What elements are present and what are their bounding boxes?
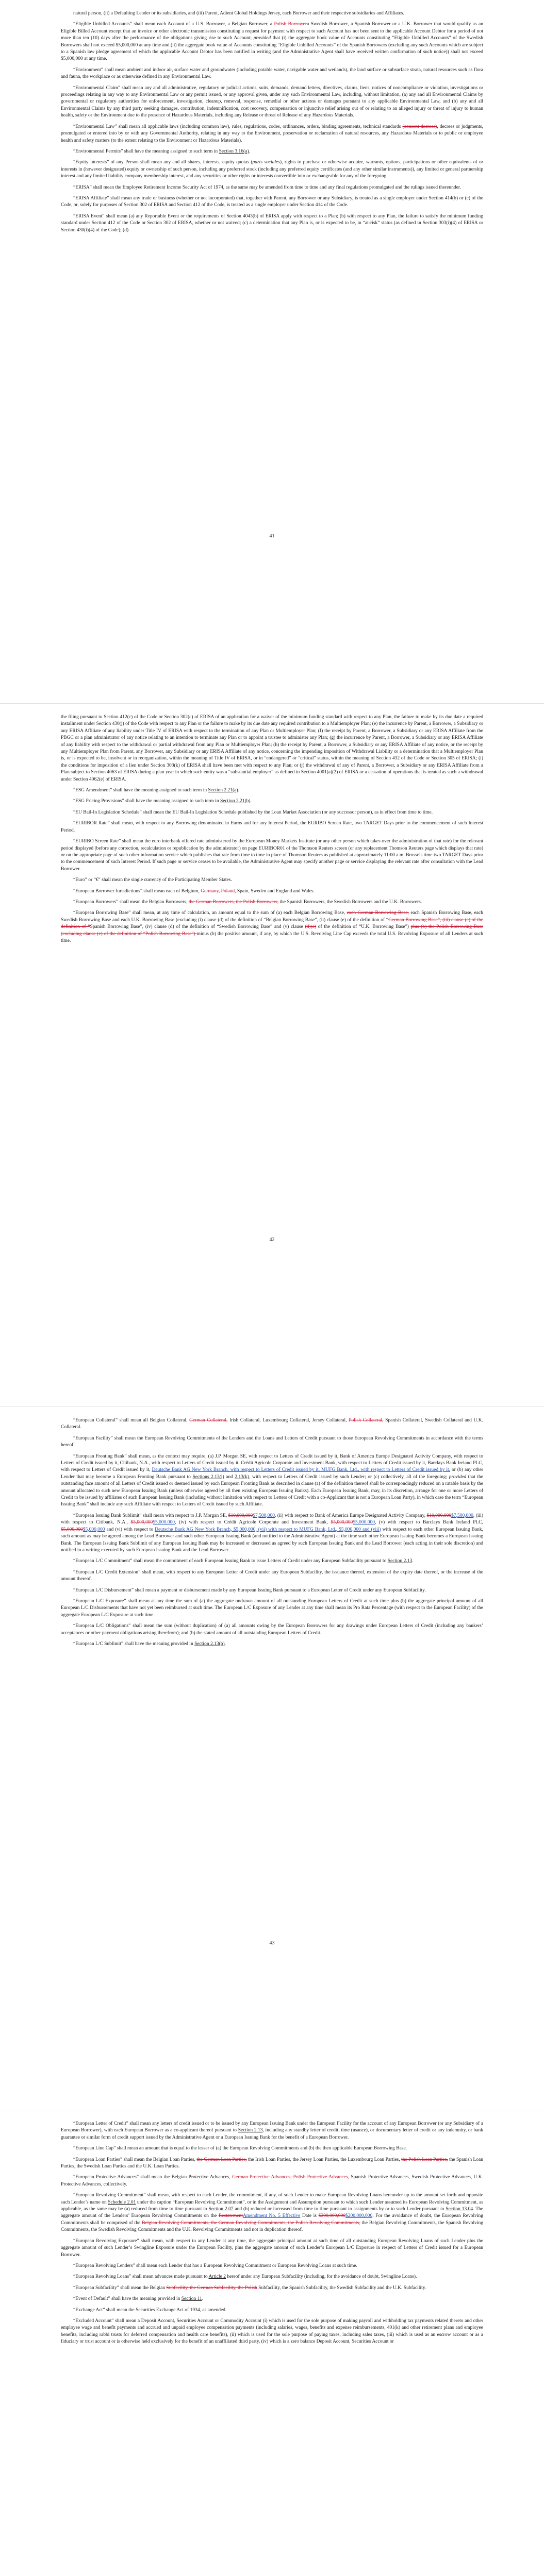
paragraph-text: , (ii) with respect to Bank of America Europe Designated Activity Company, [274,1513,427,1518]
definition-paragraph [61,2238,483,2259]
paragraph-text: “Environment” shall mean ambient and indoor air, surface water and groundwater (including potable water, navigable water and wetlands), the land surface or subsurface strata, natural resources such as flora and fauna, the workplace or as otherwise defined in any Environmental Law. [61,67,483,80]
definition-paragraph [61,2296,483,2302]
inserted-text: $5,000,000 [153,1520,175,1526]
deleted-text: the German Borrowers, the Polish Borrowers, [188,899,279,905]
definition-paragraph [61,85,483,120]
paragraph-text: “EU Bail-In Legislation Schedule” shall mean the EU Bail-In Legislation Schedule published by the Loan Market Association (or any successor person), as in effect from time to time. [73,809,433,815]
document-page-43 [0,1406,544,2110]
inserted-text: Deutsche Bank AG New York Branch, with respect to Letters of Credit issued by it, MUFG Bank, Ltd., with respect to Letters of Credit issued by it, [152,1467,451,1473]
paragraph-text: and [224,1474,235,1480]
deleted-text: Belgian Revolving Commitments, the German Revolving Commitments, the Polish Revolving Commitments, [142,2220,360,2226]
definition-paragraph [61,2174,483,2188]
definition-paragraph [61,1558,483,1565]
section-reference: Schedule 2.01 [108,2199,136,2205]
definition-paragraph [61,888,483,895]
paragraph-text: “European Facility” shall mean the European Revolving Commitments of the Lenders and the Loans and Letters of Credit pursuant to those European Revolving Commitments in accordance with the terms hereof. [61,1435,483,1448]
paragraph-text: . [412,1558,414,1564]
definition-paragraph [61,714,483,783]
definition-paragraph [61,910,483,944]
document-page-42 [0,703,544,1406]
inserted-text: $5,000,000 [83,1527,105,1532]
definition-paragraph [61,1435,483,1449]
paragraph-text: or (b) any other Lender that may become a European Fronting Bank pursuant to [61,1467,483,1480]
paragraph-text: each Spanish Borrowing Base, each Swedish Borrowing Base and each U.K. Borrowing Base (excluding (i) clause (d) of the definition of “Belgian Borrowing Base”, (ii) clause (e) of the definition of “ [61,910,483,923]
paragraph-text: “European Letter of Credit” shall mean any letters of credit issued or to be issued by any European Issuing Bank under the European Facility for the account of any European Borrower (or any Subsidiary of a European Borrower), with each European Borrower as a co-applicant thereof pursuant to [61,2121,483,2133]
emphasized-text: provided [253,36,271,41]
definition-paragraph [61,10,483,17]
definition-paragraph [61,2263,483,2269]
inserted-text: Deutsche Bank AG New York Branch, $5,000,000, (vii) with respect to MUFG Bank, Ltd., $5,000,000 and (viii) [155,1527,381,1532]
paragraph-text: of the definition of “U.K. Borrowing Base”) [316,924,411,930]
emphasized-text: provided [449,1474,467,1480]
paragraph-text: “European Line Cap” shall mean an amount that is equal to the lesser of (a) the European Revolving Commitments and (b) the then applicable European Borrowing Base. [73,2146,407,2151]
paragraph-text: . [238,788,239,793]
paragraph-text: Irish Collateral, Luxembourg Collateral, Jersey Collateral, [227,1418,349,1423]
definition-paragraph [61,2157,483,2171]
deleted-text: $300,000,000 [318,2213,345,2219]
definition-paragraph [61,877,483,884]
definition-paragraph [61,2145,483,2152]
deleted-text: $10,000,000 [228,1513,253,1518]
paragraph-text: “European Revolving Exposure” shall mean, with respect to any Lender at any time, the aggregate principal amount at such time of all outstanding European Revolving Loans of such Lender plus the aggregate amount of such Lender’s Swingline Exposure under the European Facility, plus the aggregate amount of such Lender’s European L/C Exposure in respect of Letters of Credit issued for a European Borrower. [61,2238,483,2258]
definition-paragraph [61,67,483,81]
paragraph-text: and (b) reduced or increased from time to time pursuant to assignments by or to such Lender pursuant to [233,2207,446,2212]
deleted-text: (d)(e) [305,924,317,930]
deleted-text: German Collateral, [189,1418,228,1423]
document-page-44 [0,2110,544,2576]
paragraph-text: “EURIBOR Rate” shall mean, with respect to any Borrowing denominated in Euros and for any Interest Period, the EURIBO Screen Rate, two TARGET Days prior to the commencement of such Interest Period. [61,821,483,833]
page-text [61,1417,483,1648]
paragraph-text: “Event of Default” shall have the meaning provided in [73,2296,182,2302]
paragraph-text: natural person, (ii) a Defaulting Lender or its subsidiaries, and (iii) Parent, Adient Global Holdings Jersey, each Borrower and their respective subsidiaries and Affiliates. [73,11,404,16]
definition-paragraph [61,787,483,794]
paragraph-text: “European Revolving Lenders” shall mean each Lender that has a European Revolving Commitment or European Revolving Loans at such time. [73,2263,357,2268]
paragraph-text: “Equity Interests” of any Person shall mean any and all shares, interests, equity quotas ( [73,160,253,165]
paragraph-text: , decrees or judgments, promulgated or entered into by or with any Governmental Authority, relating in any way to the Environment, preservation or reclamation of natural resources, any Hazardous Materials or to public or employee health and safety matters (to the extent relating to the Environment or Hazardous Materials). [61,124,484,143]
definition-paragraph [61,148,483,155]
deleted-text: Germany, Poland, [201,888,236,894]
paragraph-text: the Spanish Loan Parties, the Swedish Loan Parties and the U.K. Loan Parties. [61,2157,484,2170]
paragraph-text: minus (b) the positive amount, if any, by which the U.S. Revolving Line Cap exceeds the total U.S. Revolving Exposure of all Lenders at such time. [61,931,484,943]
deleted-text: plus (b) the Polish Borrowing Base (excluding clause (e) of the definition of “Polish Borrowing Base”) [61,924,484,937]
section-reference: 2.13(k) [235,1474,250,1480]
paragraph-text: “Exchange Act” shall mean the Securities Exchange Act of 1934, as amended. [73,2307,227,2313]
definition-paragraph [61,2121,483,2141]
paragraph-text: . [249,148,250,154]
page-text [61,714,483,944]
section-reference: Section 2.07 [208,2207,234,2212]
section-reference: Article 2 [208,2274,226,2280]
deleted-text: Polish Borrower [274,22,307,27]
definition-paragraph [61,1569,483,1583]
deleted-text: Restatement [218,2213,243,2219]
deleted-text: German Protective Advances, Polish Protective Advances, [232,2175,349,2180]
paragraph-text: “European L/C Disbursement” shall mean a payment or disbursement made by any European Issuing Bank pursuant to a European Letter of Credit under any European Subfacility. [73,1587,426,1593]
section-reference: Sections 2.13(i) [192,1474,224,1480]
definition-paragraph [61,124,483,144]
definition-paragraph [61,1623,483,1637]
deleted-text: German Borrowing Base”, (iii) clause (e) of the definition of “ [61,917,483,930]
definition-paragraph [61,195,483,209]
deleted-text: Polish Collateral, [349,1418,384,1423]
definition-paragraph [61,1641,483,1648]
section-reference: Section 13.04 [446,2207,473,2212]
paragraph-text: “European Borrowing Base” shall mean, at any time of calculation, an amount equal to the sum of (a) each Belgian Borrowing Base, [73,910,347,916]
deleted-text: $5,000,000 [61,1527,83,1532]
paragraph-text: “European Fronting Bank” shall mean, as the context may require, (a) J.P. Morgan SE, with respect to Letters of Credit issued by it, Bank of America Europe Designated Activity Company, with respect to Letters of Credit issued by it, Citibank, N.A., with respect to Letters of Credit issued by it, Crédit Agricole Corporate and Investment Bank, with respect to Letters of Credit issued by it, Barclays Bank Ireland PLC, with respect to Letters of Credit issued by it, [61,1453,483,1473]
paragraph-text: “European L/C Sublimit” shall have the meaning provided in [73,1641,195,1647]
page-number: 42 [269,1237,275,1243]
paragraph-text: “European Collateral” shall mean all Belgian Collateral, [73,1418,190,1423]
definition-paragraph [61,1513,483,1554]
paragraph-text: Spanish Protective Advances, Swedish Protective Advances, U.K. Protective Advances, collectively. [61,2175,483,2187]
paragraph-text: , (v) with respect to Barclays Bank Ireland PLC, [374,1520,483,1526]
paragraph-text: “ESG Pricing Provisions” shall have the meaning assigned to such term in [73,799,220,804]
definition-paragraph [61,2318,483,2346]
paragraph-text: “European Borrower Jurisdictions” shall mean each of Belgium, [73,888,201,894]
paragraph-text: a Swedish Borrower, a Spanish Borrower or a U.K. Borrower that would qualify as an Eligible Billed Account except that an invoice or other electronic transmission constituting a request for payment with respect to such Account has not been sent to the applicable Account Debtor for a period of not more than ten (10) days after the performance of the obligations giving rise to such Account; [61,22,483,41]
section-reference: Section 2.21(b) [220,799,251,804]
paragraph-text: ), rights to purchase or otherwise acquire, warrants, options, participations or other equivalents of or interests in (however designated) equity or ownership of such person, including any preferred stock (including any preferred equity certificates (and any other similar instruments)), any limited or general partnership interest and any limited liability company membership interest, and any securities or other rights or interests convertible into or exchangeable for any of the foregoing. [61,160,483,179]
section-reference: Section 3.16(a) [219,148,249,154]
paragraph-text: under the caption “European Revolving Commitment”, or in the Assignment and Assumption pursuant to which such Lender assumed its European Revolving Commitment, as applicable, as the same may be (a) reduced from time to time pursuant to [61,2199,483,2212]
paragraph-text: “Environmental Permits” shall have the meaning assigned to such term in [73,148,219,154]
paragraph-text: “ESG Amendment” shall have the meaning assigned to such term in [73,788,208,793]
definition-paragraph [61,809,483,816]
paragraph-text: “ERISA Event” shall mean (a) any Reportable Event or the requirements of Section 4043(b) of ERISA apply with respect to a Plan; (b) with respect to any Plan, the failure to satisfy the minimum funding standard under Section 412 of the Code or Section 302 of ERISA, whether or not waived; (c) a determination that any Plan is, or is expected to be, in “at-risk” status (as defined in Section 303(i)(4) of ERISA or Section 430(i)(4) of the Code); (d) [61,213,483,233]
definition-paragraph [61,820,483,834]
deleted-text: the German Loan Parties, [196,2157,247,2162]
paragraph-text: “European Protective Advances” shall mean the Belgian Protective Advances, [73,2175,233,2180]
definition-paragraph [61,213,483,234]
paragraph-text: “European Issuing Bank Sublimit” shall mean with respect to J.P. Morgan SE, [73,1513,228,1518]
paragraph-text: “Environmental Law” shall mean all applicable laws (including common law), rules, regulations, codes, ordinances, orders, binding agreements, technical standards [73,124,403,129]
definition-paragraph [61,1417,483,1431]
paragraph-text: “European Loan Parties” shall mean the Belgian Loan Parties, [73,2157,197,2162]
definition-paragraph [61,1587,483,1594]
inserted-text: $200,000,000 [345,2213,373,2219]
deleted-text: $10,000,000 [426,1513,452,1518]
paragraph-text: “Eligible Unbilled Accounts” shall mean each Account of a U.S. Borrower, a Belgian Borrower, a [73,22,274,27]
definition-paragraph [61,2274,483,2280]
definition-paragraph [61,1453,483,1509]
section-reference: Section 11 [181,2296,202,2302]
definition-paragraph [61,2307,483,2314]
page-text [61,2121,483,2346]
paragraph-text: “European Revolving Loans” shall mean advances made pursuant to [73,2274,209,2280]
section-reference: Section 2.21(a) [208,788,238,793]
paragraph-text: “Euro” or “€” shall mean the single currency of the Participating Member States. [73,877,232,883]
definition-paragraph [61,2285,483,2292]
paragraph-text: . For the avoidance of doubt, the European Revolving Commitments shall be comprised of the [61,2213,483,2226]
definition-paragraph [61,838,483,873]
page-number: 41 [269,533,275,539]
page-text [61,10,483,234]
deleted-text: each German Borrowing Base, [347,910,409,916]
deleted-text: $5,000,000 [331,1520,353,1526]
paragraph-text: “Excluded Account” shall mean a Deposit Account, Securities Account or Commodity Account (i) which is used for the sole purpose of making payroll and withholding tax payments related thereto and other employee wage and benefit payments and accrued and unpaid employee compensation payments (including salaries, wages, benefits and expense reimbursements, 401(k) and other retirement plans and employee benefits, including rabbi trusts for deferred compensation and health care benefits), (ii) which is used for the sole purpose of paying taxes, including sales taxes, (iii) which is used as an escrow account or as a fiduciary or trust account or is otherwise held exclusively for the benefit of an unaffiliated third party, (iv) which is a zero balance Deposit Account, Securities Account or [61,2318,483,2345]
deleted-text: (consent decrees) [402,124,437,129]
paragraph-text: . [250,799,252,804]
definition-paragraph [61,899,483,906]
deleted-text: $5,000,000 [130,1520,153,1526]
paragraph-text: the Belgian Revolving Commitments, the Spanish Revolving Commitments, the Swedish Revolving Commitments and the U.K. Revolving Commitments and not in duplication thereof. [61,2220,483,2233]
paragraph-text: the Spanish Borrowers, the Swedish Borrowers and the U.K. Borrowers. [278,899,422,905]
definition-paragraph [61,1598,483,1619]
paragraph-text: and (vi) with respect to [105,1527,155,1532]
definition-paragraph [61,159,483,180]
paragraph-text: “European Subfacility” shall mean the Belgian [73,2285,167,2291]
section-reference: Section 2.13 [238,2128,263,2133]
definition-paragraph [61,21,483,62]
paragraph-text: , (iii) with respect to Citibank, N.A., [61,1513,484,1526]
paragraph-text: “ERISA Affiliate” shall mean any trade or business (whether or not incorporated) that, together with Parent, any Borrower or any Subsidiary, is treated as a single employer under Section 414(b) or (c) of the Code, or, solely for purposes of Section 302 of ERISA and Section 412 of the Code, is treated as a single employer under Section 414 of the Code. [61,195,483,208]
paragraph-text: Date is [300,2213,319,2219]
paragraph-text: “European L/C Obligations” shall mean the sum (without duplication) of (a) all amounts owing by the European Borrowers for any drawings under European Letters of Credit (including any bankers’ acceptances or other payment obligations arising therefrom); and (b) the stated amount of all outstanding European Letters of Credit. [61,1623,483,1636]
section-reference: Section 2.13 [387,1558,413,1564]
paragraph-text: “EURIBO Screen Rate” shall mean the euro interbank offered rate administered by the European Money Markets Institute (or any other person which takes over the administration of that rate) for the relevant period displayed (before any correction, recalculation or republication by the administrator) on page EURIBOR01 of the Thomson Reuters screen (or any replacement Thomson Reuters page which displays that rate) or on the appropriate page of such other information service which publishes that rate from time to time in place of Thomson Reuters as published at approximately 11:00 a.m. Brussels time two TARGET Days prior to the commencement of such Interest Period. If such page or service ceases to be available, the Administrative Agent may specify another page or service displaying the relevant rate after consultation with the Lead Borrower. [61,839,483,872]
paragraph-text: , (iv) with respect to Crédit Agricole Corporate and Investment Bank, [175,1520,331,1526]
paragraph-text: “European L/C Credit Extension” shall mean, with respect to any European Letter of Credit under any European Subfacility, the issuance thereof, extension of the expiry date thereof, or the increase of the amount thereof. [61,1569,483,1582]
paragraph-text: Spain, Sweden and England and Wales. [236,888,315,894]
definition-paragraph [61,2192,483,2233]
page-number: 43 [269,1940,275,1946]
emphasized-text: parts sociales [252,160,281,165]
paragraph-text: , including any standby letter of credit, time (usance), or documentary letter of credit or any indemnity, or bank guarantee or similar form of credit support issued by the Administrative Agent or a European Issuing Bank for the benefit of a European Borrower. [61,2128,483,2140]
paragraph-text: Subfacility, the Spanish Subfacility, the Swedish Subfacility and the U.K. Subfacility. [257,2285,426,2291]
paragraph-text: with respect to each other European Issuing Bank, such amount as may be agreed among the Lead Borrower and such other European Issuing Bank (and notified to the Administrative Agent) at the time such other European Issuing Bank becomes a European Issuing Bank. The European Issuing Bank Sublimit of any European Issuing Bank may be increased or decreased as agreed by such European Issuing Bank and the Lead Borrower (each acting in their sole discretion) and notified in a writing executed by such European Issuing Bank and the Lead Borrower. [61,1527,483,1553]
paragraph-text: “Environmental Claim” shall mean any and all administrative, regulatory or judicial actions, suits, demands, demand letters, directives, claims, liens, notices of noncompliance or violation, investigations or proceedings relating in any way to any Environmental Law or any permit issued, or any approval given, under any such Environmental Law, including, without limitation, (a) any and all Environmental Claims by governmental or regulatory authorities for enforcement, investigation, cleanup, removal, response, remedial or other actions or damages pursuant to any applicable Environmental Law, and (b) any and all Environmental Claims by any third party seeking damages, contribution, indemnification, cost recovery, compensation or injunctive relief arising out of or relating to an alleged injury or threat of injury to human health, safety or the Environment due to the presence of Hazardous Materials, including any Release or threat of Release of any Hazardous Materials. [61,85,483,118]
definition-paragraph [61,184,483,191]
paragraph-text: “ERISA” shall mean the Employee Retirement Income Security Act of 1974, as the same may be amended from time to time and any final regulations promulgated and the rulings issued thereunder. [73,184,461,190]
paragraph-text: “European L/C Commitment” shall mean the commitment of each European Issuing Bank to issue Letters of Credit under any European Subfacility pursuant to [73,1558,388,1564]
section-reference: Section 2.13(b) [194,1641,225,1647]
paragraph-text: “European L/C Exposure” shall mean at any time the sum of (a) the aggregate undrawn amount of all outstanding European Letters of Credit at such time plus (b) the aggregate principal amount of all European L/C Disbursements that have not yet been reimbursed at such time. The European L/C Exposure of any Lender at any time shall mean its Pro Rata Percentage (with respect to the European Facility) of the aggregate European L/C Exposure at such time. [61,1598,483,1618]
paragraph-text: , with respect to Letters of Credit issued by such Lender; or (c) collectively, all of the foregoing; [249,1474,449,1480]
inserted-text: $5,000,000 [353,1520,375,1526]
paragraph-text: . [202,2296,204,2302]
inserted-text: $7,500,000 [451,1513,473,1518]
inserted-text: Amendment No. 5 Effective [242,2213,301,2219]
deleted-text: Subfacility, the German Subfacility, the Polish [166,2285,257,2291]
paragraph-text: . [224,1641,226,1647]
paragraph-text: Spanish Collateral, Swedish Collateral and U.K. Collateral. [61,1418,484,1430]
inserted-text: $7,500,000 [253,1513,275,1518]
paragraph-text: hereof under any European Subfacility (including, for the avoidance of doubt, Swingline Loans). [226,2274,417,2280]
paragraph-text: the Irish Loan Parties, the Jersey Loan Parties, the Luxembourg Loan Parties, [246,2157,402,2162]
paragraph-text: “European Revolving Commitment” shall mean, with respect to each Lender, the commitment, if any, of such Lender to make European Revolving Loans hereunder up to the amount set forth and opposite such Lender’s name on [61,2193,483,2205]
paragraph-text: that (i) the aggregate book value of Accounts constituting “Eligible Unbilled Accounts” of the Swedish Borrowers shall not exceed $5,000,000 at any time and (ii) the aggregate book value of Accounts constituting “Eligible Unbilled Accounts” of the Spanish Borrowers (excluding any such Accounts which are subject to a Spanish law pledge agreement of which the applicable Account Debtor has been notified in writing (and the Administrative Agent shall have received written confirmation of such notice)) shall not exceed $5,000,000 at any time. [61,36,483,62]
paragraph-text: “European Borrowers” shall mean the Belgian Borrowers, [73,899,189,905]
paragraph-text: Spanish Borrowing Base”, (iv) clause (d) of the definition of “Swedish Borrowing Base” and (v) clause [90,924,305,930]
definition-paragraph [61,798,483,805]
paragraph-text: the filing pursuant to Section 412(c) of the Code or Section 302(c) of ERISA of an application for a waiver of the minimum funding standard with respect to any Plan, the failure to make by its due date a required installment under Section 430(j) of the Code with respect to any Plan or the failure to make by its due date any required contribution to a Multiemployer Plan; (e) the incurrence by Parent, a Borrower, a Subsidiary or any ERISA Affiliate of any liability under Title IV of ERISA with respect to the termination of any Plan or Multiemployer Plan; (f) the receipt by Parent, a Borrower, a Subsidiary or any ERISA Affiliate from the PBGC or a plan administrator of any notice relating to an intention to terminate any Plan or to appoint a trustee to administer any Plan; (g) the incurrence by Parent, a Borrower, a Subsidiary or any ERISA Affiliate of any liability with respect to the withdrawal or partial withdrawal from any Plan or Multiemployer Plan; (h) the receipt by Parent, a Borrower, a Subsidiary or any ERISA Affiliate of any notice, or the receipt by any Multiemployer Plan from Parent, any Borrower, any Subsidiary or any ERISA Affiliate of any notice, concerning the impending imposition of Withdrawal Liability or a determination that a Multiemployer Plan is, or is expected to be, insolvent or in reorganization, within the meaning of Title IV of ERISA, or in “endangered” or “critical” status, within the meaning of Section 432 of the Code or Section 305 of ERISA; (i) the conditions for imposition of a lien under Section 303(k) of ERISA shall have been met with respect to any Plan; or (j) the withdrawal of any of Parent, a Borrower, a Subsidiary or any ERISA Affiliate from a Plan subject to Section 4063 of ERISA during a plan year in which such entity was a “substantial employer” as defined in Section 4001(a)(2) of ERISA or a cessation of operations that is treated as such a withdrawal under Section 4062(e) of ERISA. [61,715,483,782]
document-page-41 [0,0,544,703]
paragraph-text: that the outstanding face amount of all Letters of Credit issued or deemed issued by each European Fronting Bank as described in clause (a) of the definition thereof shall be correspondingly reduced on a ratable basis by the amount allocated to such new European Issuing Bank (unless otherwise agreed by all then existing European Issuing Banks). Each European Issuing Bank, may, in its discretion, arrange for one or more Letters of Credit to be issued by affiliates of such European Issuing Bank (including without limitation with respect to Letters of Credit with a co-Applicant that is not a European Loan Party), in which case the term “European Issuing Bank” shall include any such Affiliate with respect to Letters of Credit issued by such Affiliate. [61,1474,483,1507]
deleted-text: the Polish Loan Parties, [401,2157,448,2162]
paragraph-text: . The aggregate amount of the Lenders’ European Revolving Commitments on the [61,2207,483,2219]
